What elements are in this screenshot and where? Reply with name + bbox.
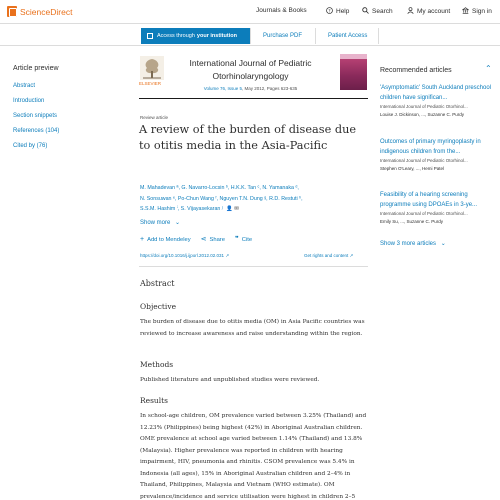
rights-text: Get rights and content (304, 253, 349, 258)
journal-volume-info (168, 86, 333, 91)
doi-link[interactable] (140, 253, 229, 259)
article-type: Review article (140, 115, 169, 120)
objective-heading: Objective (140, 302, 177, 311)
quote-icon: ❞ (234, 236, 239, 243)
article-title: A review of the burden of disease due to otitis media in the Asia-Pacific (139, 123, 357, 152)
share-button[interactable] (201, 236, 225, 243)
show-more-articles-button[interactable] (380, 240, 446, 247)
recommended-article-title[interactable]: Feasibility of a hearing screening programme using DPOAEs in 3-ye... (380, 192, 478, 208)
my-account-link[interactable] (407, 7, 450, 16)
recommended-articles-heading: Recommended articles (380, 67, 452, 74)
recommended-article-title[interactable]: Outcomes of primary myringoplasty in indigenous children from the... (380, 139, 481, 155)
help-label: Help (336, 8, 350, 15)
search-icon (362, 7, 369, 16)
show-more-authors-button[interactable] (140, 219, 180, 226)
article-preview-heading: Article preview (13, 65, 59, 72)
chevron-down-icon: ⌄ (440, 241, 446, 247)
access-prefix: Access through (157, 33, 195, 39)
search-link[interactable] (362, 7, 393, 16)
divider (378, 28, 379, 44)
my-account-label: My account (417, 8, 451, 15)
outline-abstract-link[interactable]: Abstract (13, 83, 36, 89)
rights-content-link[interactable] (304, 253, 353, 259)
recommended-article-title[interactable]: 'Asymptomatic' South Auckland preschool children have significan... (380, 85, 492, 101)
help-link[interactable] (326, 7, 349, 16)
outline-snippets-link[interactable]: Section snippets (13, 113, 58, 119)
outline-cited-by-link[interactable]: Cited by (76) (13, 143, 48, 149)
methods-heading: Methods (140, 360, 174, 369)
add-mendeley-label: Add to Mendeley (147, 236, 191, 243)
plus-icon: + (140, 236, 145, 243)
outline-introduction-link[interactable]: Introduction (13, 98, 45, 104)
recommended-article-authors: Stephen O'Leary, ..., Hemi Patel (380, 166, 445, 171)
journals-books-link[interactable] (256, 7, 307, 14)
methods-text: Published literature and unpublished studies were reviewed. (140, 377, 320, 383)
email-icon[interactable]: ✉ (234, 206, 239, 212)
help-circle-icon (326, 7, 333, 16)
results-heading: Results (140, 396, 169, 405)
institution-icon (147, 33, 153, 39)
journal-title-line2: Otorhinolaryngology (212, 71, 289, 81)
date-pages: , May 2012, Pages 623-635 (241, 86, 298, 91)
section-divider (139, 266, 368, 267)
author-list (140, 183, 372, 215)
results-text: In school-age children, OM prevalence varied between 3.25% (Thailand) and 12.23% (Philippines) being highest (42%) in Aboriginal Australian children. OME prevalence at school age varied between 1.14% (Thailand) and 13.8% (Malaysia). Higher prevalence was reported in children with hearing impairment, HIV, pneumonia and rhinitis. CSOM prevalence was 5.4% in Indonesia (all ages), 15% in Aboriginal Australian children and 2–4% in Thailand, Philippines, Malaysia and Vietnam (WHO estimate). OM prevalence/incidence and service utilisation were highest in children 2–5 (140, 413, 367, 500)
journals-books-label: Journals & Books (256, 7, 307, 14)
objective-text: The burden of disease due to otitis media (OM) in Asia Pacific countries was reviewed to increase awareness and raise understanding within the region. (140, 319, 365, 337)
cite-label: Cite (241, 236, 253, 243)
elsevier-label: ELSEVIER (139, 81, 162, 86)
recommended-article-journal: International Journal of Pediatric Otorhinol... (380, 211, 468, 216)
chevron-down-icon: ⌄ (175, 220, 181, 226)
header-divider (139, 98, 368, 99)
volume-issue-link[interactable]: Volume 76, Issue 5 (203, 86, 242, 91)
author-line[interactable]: N. Sonsuwan ᵉ, Po-Chun Wang ᶠ, Nguyen T.N. Dung ᵍ, R.D. Restuti ʰ, (140, 195, 303, 202)
search-label: Search (372, 8, 393, 15)
brand-name: ScienceDirect (20, 6, 73, 17)
recommended-article (380, 83, 492, 119)
person-icon: 👤 (226, 206, 233, 212)
journal-title[interactable] (168, 57, 333, 83)
recommended-article-journal: International Journal of Pediatric Otorhinol... (380, 104, 468, 109)
access-bold: your institution (196, 33, 237, 39)
access-institution-button[interactable] (141, 28, 250, 44)
external-link-icon: ↗ (349, 253, 354, 258)
recommended-article (380, 137, 492, 173)
journal-title-line1: International Journal of Pediatric (189, 58, 312, 68)
sciencedirect-logo[interactable] (7, 6, 72, 17)
article-tools (140, 236, 262, 243)
sign-in-label: Sign in (472, 8, 492, 15)
cite-button[interactable] (235, 236, 252, 243)
external-link-icon: ↗ (225, 253, 230, 258)
add-to-mendeley-button[interactable] (140, 236, 191, 243)
purchase-pdf-link[interactable]: Purchase PDF (263, 33, 303, 39)
journal-cover-image[interactable] (340, 54, 367, 90)
chevron-up-icon[interactable]: ⌃ (485, 64, 492, 73)
recommended-article-authors: Louise J. Dickinson, ..., Suzanne C. Purdy (380, 112, 465, 117)
journal-cover-strip (340, 54, 367, 59)
divider (315, 28, 316, 44)
sciencedirect-logo-icon (7, 6, 17, 17)
share-icon: ⋖ (200, 236, 207, 243)
patient-access-link[interactable]: Patient Access (328, 33, 368, 39)
show-more-label: Show more (140, 220, 171, 226)
recommended-article-journal: International Journal of Pediatric Otorhinol... (380, 158, 468, 163)
show-more-articles-label: Show 3 more articles (380, 241, 437, 247)
recommended-article-authors: Emily Su, ..., Suzanne C. Purdy (380, 219, 444, 224)
recommended-article (380, 190, 492, 226)
person-icon (407, 7, 414, 16)
sign-in-link[interactable] (462, 7, 492, 16)
author-line (140, 204, 372, 215)
svg-text:?: ? (328, 8, 331, 14)
author-line-text[interactable]: S.S.M. Hashim ⁱ, S. Vijayasekaran ʲ (140, 206, 223, 212)
outline-references-link[interactable]: References (104) (13, 128, 60, 134)
share-label: Share (209, 236, 225, 243)
abstract-heading: Abstract (140, 279, 175, 288)
doi-text: https://doi.org/10.1016/j.ijporl.2012.02.031 (140, 253, 225, 258)
institution-icon (462, 7, 469, 16)
divider (250, 28, 251, 44)
author-line[interactable]: M. Mahadevan ª, G. Navarro-Locsin ᵇ, H.K.K. Tan ᶜ, N. Yamanaka ᵈ, (140, 185, 299, 191)
